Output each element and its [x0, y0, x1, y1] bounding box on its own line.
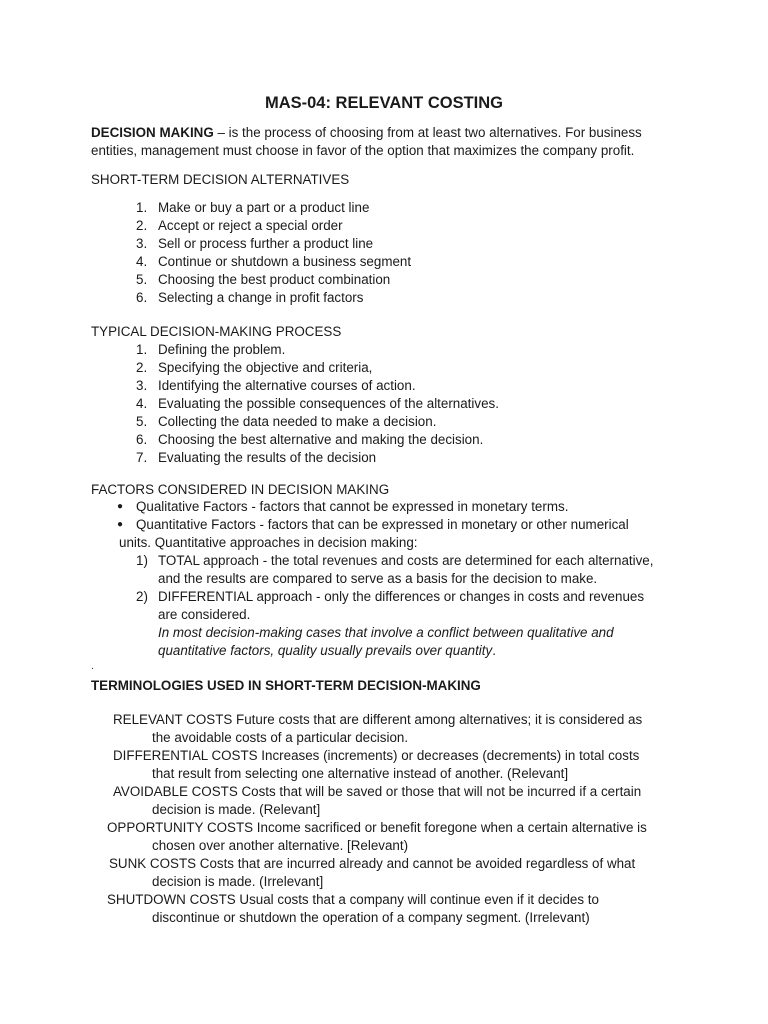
approach-total	[0, 552, 720, 588]
process-list	[0, 341, 499, 467]
bullet-text: Qualitative Factors - factors that cannot be expressed in monetary terms.	[136, 499, 569, 514]
term-line-1: OPPORTUNITY COSTS Income sacrificed or benefit foregone when a certain alternative is	[107, 820, 647, 835]
term-differential-costs	[0, 747, 720, 783]
italic-note-line-1: In most decision-making cases that involve a conflict between qualitative and	[158, 625, 614, 640]
list-item-text: Sell or process further a product line	[158, 236, 374, 251]
list-item: 3. Sell or process further a product line	[136, 236, 374, 251]
list-item: 4. Continue or shutdown a business segment	[136, 254, 412, 269]
short-term-list	[0, 199, 411, 307]
term-line-2: decision is made. (Irrelevant]	[152, 874, 324, 889]
intro-line-2: entities, management must choose in favor of the option that maximizes the company profit.	[91, 143, 635, 158]
term-line-1: AVOIDABLE COSTS Costs that will be saved or those that will not be incurred if a certain	[113, 784, 642, 799]
term-shutdown-costs	[0, 891, 720, 927]
list-item-text: Collecting the data needed to make a decision.	[158, 414, 437, 429]
list-item-text: Defining the problem.	[158, 342, 286, 357]
term-line-1: SUNK COSTS Costs that are incurred already and cannot be avoided regardless of what	[109, 856, 636, 871]
list-item-text: Evaluating the results of the decision	[158, 450, 377, 465]
term-line-2: chosen over another alternative. [Relevant)	[152, 838, 409, 853]
short-term-heading: SHORT-TERM DECISION ALTERNATIVES	[91, 172, 350, 187]
term-line-2: decision is made. (Relevant]	[152, 802, 321, 817]
italic-note-line-2	[0, 642, 720, 660]
approach-text-line-2: are considered.	[158, 607, 251, 622]
bullet-quantitative	[0, 516, 700, 534]
approach-text-line-1: DIFFERENTIAL approach - only the differences or changes in costs and revenues	[158, 589, 645, 604]
process-heading: TYPICAL DECISION-MAKING PROCESS	[91, 324, 342, 339]
approach-text-line-1: TOTAL approach - the total revenues and costs are determined for each alternative,	[158, 553, 654, 568]
page-title: MAS-04: RELEVANT COSTING	[264, 94, 504, 112]
terminologies-heading: TERMINOLOGIES USED IN SHORT-TERM DECISION-MAKING	[91, 678, 481, 693]
list-item-text: Selecting a change in profit factors	[158, 290, 364, 305]
list-item: 1. Make or buy a part or a product line	[136, 200, 370, 215]
intro-paragraph	[91, 124, 691, 160]
term-sunk-costs	[0, 855, 720, 891]
term-line-2: discontinue or shutdown the operation of a company segment. (Irrelevant)	[152, 910, 590, 925]
intro-term: DECISION MAKING	[91, 125, 214, 140]
list-item-text: Identifying the alternative courses of action.	[158, 378, 416, 393]
list-item: 2. Specifying the objective and criteria,	[136, 360, 373, 375]
list-item: 5. Collecting the data needed to make a decision.	[136, 414, 437, 429]
list-item: 3. Identifying the alternative courses of action.	[136, 378, 416, 393]
list-item-text: Accept or reject a special order	[158, 218, 343, 233]
list-item: 5. Choosing the best product combination	[136, 272, 391, 287]
list-item-text: Make or buy a part or a product line	[158, 200, 370, 215]
term-line-1: DIFFERENTIAL COSTS Increases (increments) or decreases (decrements) in total costs	[113, 748, 640, 763]
term-avoidable-costs	[0, 783, 720, 819]
approach-number: 2)	[136, 589, 148, 604]
bullet-quantitative-continuation: units. Quantitative approaches in decision making:	[119, 535, 418, 550]
list-item-text: Continue or shutdown a business segment	[158, 254, 412, 269]
intro-line-1-text: – is the process of choosing from at least two alternatives. For business	[213, 125, 642, 140]
stray-dot: .	[91, 661, 94, 672]
terminologies-list	[0, 711, 720, 927]
factors-bullets	[0, 498, 700, 552]
list-item: 6. Choosing the best alternative and making the decision.	[136, 432, 484, 447]
term-opportunity-costs	[0, 819, 720, 855]
list-item-text: Evaluating the possible consequences of the alternatives.	[158, 396, 499, 411]
italic-note-period: .	[492, 643, 496, 658]
approach-differential	[0, 588, 720, 624]
list-item-text: Choosing the best product combination	[158, 272, 391, 287]
approaches-list	[0, 552, 720, 660]
approach-number: 1)	[136, 553, 148, 568]
list-item: 1. Defining the problem.	[136, 342, 286, 357]
factors-heading: FACTORS CONSIDERED IN DECISION MAKING	[91, 482, 390, 497]
bullet-dot-icon: ●	[117, 519, 124, 530]
term-line-2: that result from selecting one alternative instead of another. (Relevant]	[152, 766, 569, 781]
bullet-text: Quantitative Factors - factors that can be expressed in monetary or other numerical	[136, 517, 629, 532]
bullet-dot-icon: ●	[117, 501, 124, 512]
term-relevant-costs	[0, 711, 720, 747]
list-item-text: Choosing the best alternative and making the decision.	[158, 432, 484, 447]
approach-text-line-2: and the results are compared to serve as a basis for the decision to make.	[158, 571, 598, 586]
bullet-qualitative	[0, 498, 700, 516]
term-line-2: the avoidable costs of a particular decision.	[152, 730, 409, 745]
term-line-1: SHUTDOWN COSTS Usual costs that a company will continue even if it decides to	[107, 892, 599, 907]
list-item: 7. Evaluating the results of the decision	[136, 450, 377, 465]
term-line-1: RELEVANT COSTS Future costs that are different among alternatives; it is considered as	[113, 712, 643, 727]
list-item: 2. Accept or reject a special order	[136, 218, 343, 233]
list-item-text: Specifying the objective and criteria,	[158, 360, 373, 375]
list-item: 4. Evaluating the possible consequences of the alternatives.	[136, 396, 499, 411]
list-item: 6. Selecting a change in profit factors	[136, 290, 364, 305]
intro-line-1	[91, 124, 691, 142]
italic-note-text: quantitative factors, quality usually prevails over quantity	[158, 643, 493, 658]
